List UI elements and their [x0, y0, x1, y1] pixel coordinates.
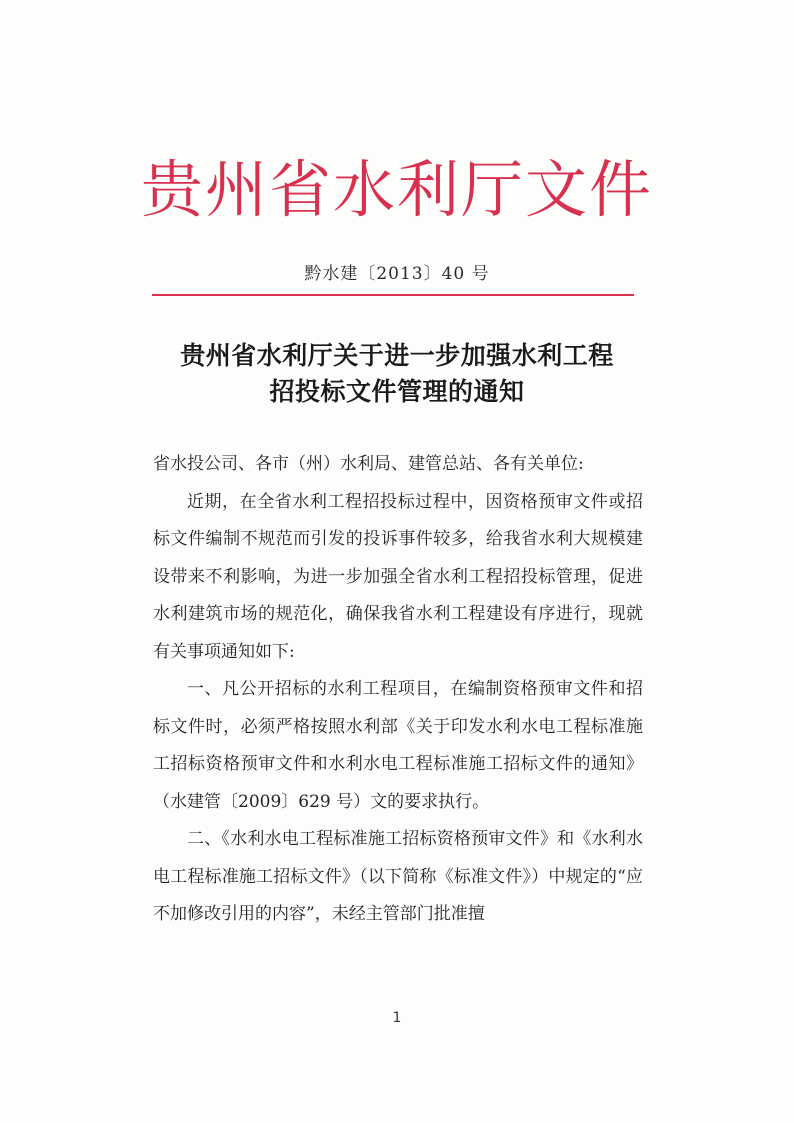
issuer-red-header: 贵州省水利厅文件	[140, 153, 653, 226]
addressee-line: 省水投公司、各市（州）水利局、建管总站、各有关单位:	[153, 454, 584, 474]
body-paragraph-intro: 近期，在全省水利工程招投标过程中，因资格预审文件或招标文件编制不规范而引发的投诉事件较多，给我省水利大规模建设带来不利影响，为进一步加强全省水利工程招投标管理，促进水利建筑市场的规范化，确保我省水利工程建设有序进行，现就有关事项通知如下:	[153, 491, 643, 662]
page-number: 1	[392, 1010, 402, 1026]
body-paragraph-item-1: 一、凡公开招标的水利工程项目，在编制资格预审文件和招标文件时，必须严格按照水利部《关于印发水利水电工程标准施工招标资格预审文件和水利水电工程标准施工招标文件的通知》（水建管〔2009〕629 号）文的要求执行。	[153, 679, 643, 812]
document-title	[0, 338, 794, 410]
red-divider-line	[152, 294, 634, 296]
title-line-2: 招投标文件管理的通知	[269, 377, 525, 406]
document-number: 黔水建〔2013〕40 号	[304, 264, 490, 284]
body-paragraph-item-2: 二、《水利水电工程标准施工招标资格预审文件》和《水利水电工程标准施工招标文件》（以下简称《标准文件》）中规定的“应不加修改引用的内容”，未经主管部门批准擅	[153, 829, 643, 924]
document-body	[153, 446, 643, 934]
title-line-1: 贵州省水利厅关于进一步加强水利工程	[180, 341, 614, 370]
